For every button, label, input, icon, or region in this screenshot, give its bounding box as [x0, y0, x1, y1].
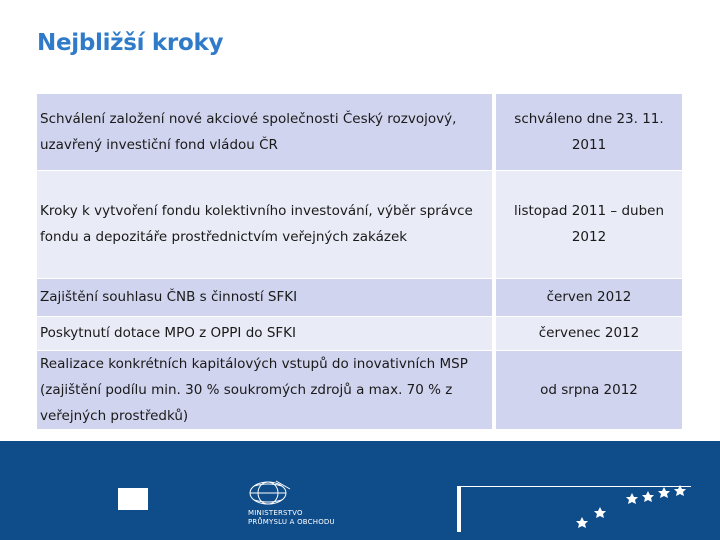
- eu-stars-icon: [560, 481, 690, 529]
- date-cell: schváleno dne 23. 11. 2011: [496, 94, 682, 170]
- table-row: [37, 170, 682, 278]
- table-row: [37, 278, 682, 316]
- ministry-name: MINISTERSTVO PRŮMYSLU A OBCHODU: [248, 509, 335, 526]
- task-cell: Poskytnutí dotace MPO z OPPI do SFKI: [37, 316, 492, 350]
- task-cell: Zajištění souhlasu ČNB s činností SFKI: [37, 278, 492, 316]
- date-cell: červen 2012: [496, 278, 682, 316]
- table-row: [37, 94, 682, 170]
- date-cell: listopad 2011 – duben 2012: [496, 170, 682, 278]
- task-cell: Schválení založení nové akciové společnosti Český rozvojový, uzavřený investiční fond vládou ČR: [37, 94, 492, 170]
- eu-divider: [457, 486, 461, 532]
- table-row: [37, 350, 682, 429]
- task-cell: Realizace konkrétních kapitálových vstupů do inovativních MSP (zajištění podílu min. 30 % soukromých zdrojů a max. 70 % z veřejných prostředků): [37, 350, 492, 429]
- table-row: [37, 316, 682, 350]
- date-cell: červenec 2012: [496, 316, 682, 350]
- flag-icon: [118, 488, 148, 510]
- steps-table: [37, 94, 682, 430]
- task-cell: Kroky k vytvoření fondu kolektivního investování, výběr správce fondu a depozitáře prostřednictvím veřejných zakázek: [37, 170, 492, 278]
- page-title: Nejbližší kroky: [37, 30, 224, 56]
- footer-band: [0, 441, 720, 540]
- date-cell: od srpna 2012: [496, 350, 682, 429]
